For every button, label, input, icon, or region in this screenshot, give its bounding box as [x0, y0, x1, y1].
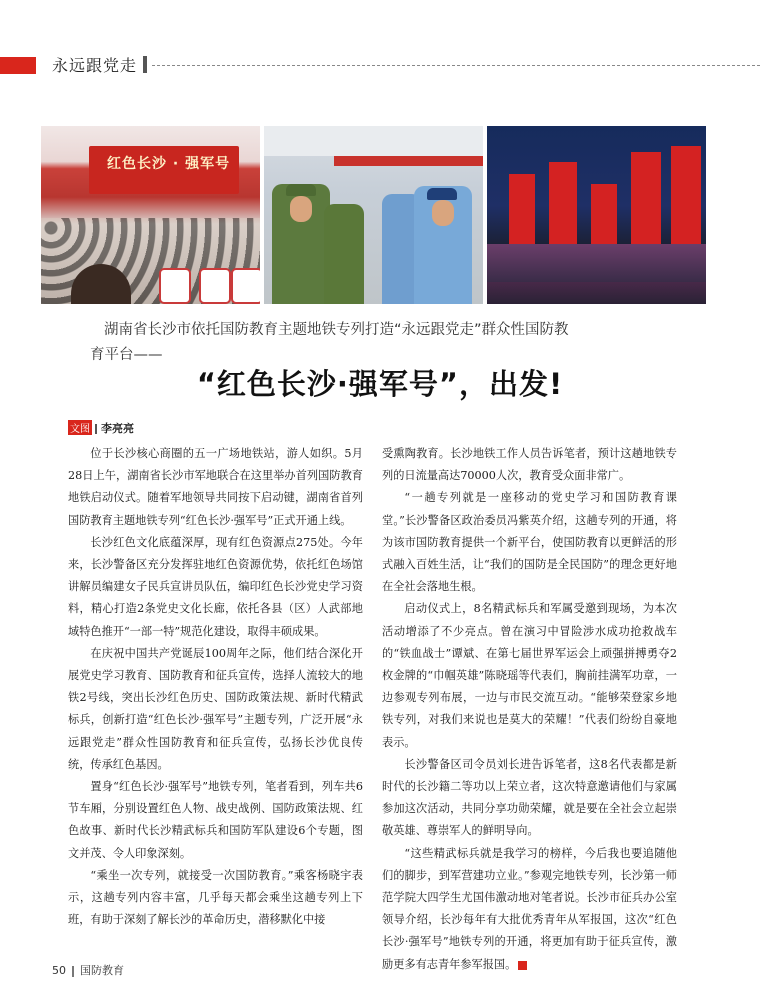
chair: [159, 268, 191, 304]
section-marker: [0, 57, 36, 74]
lit-building: [631, 152, 661, 244]
section-divider: [143, 56, 147, 73]
paragraph: 位于长沙核心商圈的五一广场地铁站，游人如织。5月28日上午，湖南省长沙市军地联合在这里举办首列国防教育地铁启动仪式。随着军地领导共同按下启动键，湖南省首列国防教育主题地铁专列“红色长沙·强军号”正式开通上线。: [68, 447, 363, 527]
byline-tag: 文图: [68, 420, 92, 435]
paragraph-text: “这些精武标兵就是我学习的榜样，今后我也要追随他们的脚步，到军营建功立业。”参观完地铁专列，长沙第一师范学院大四学生尤国伟激动地对笔者说。长沙市征兵办公室领导介绍，长沙每年有大批优秀青年从军报国，这次“红色长沙·强军号”地铁专列的开通，将更加有助于征兵宣传，激励更多有志青年参军报国。: [382, 846, 677, 971]
paragraph: 在庆祝中国共产党诞辰100周年之际，他们结合深化开展党史学习教育、国防教育和征兵宣传，选择人流较大的地铁2号线，突出长沙红色历史、国防政策法规、新时代精武标兵，创新打造“红色长沙·强军号”主题专列，广泛开展“永远跟党走”群众性国防教育和征兵宣传，弘扬长沙优良传统，传承红色基因。: [68, 646, 363, 771]
paragraph: 受熏陶教育。长沙地铁工作人员告诉笔者，预计这趟地铁专列的日流量高达70000人次，教育受众面非常广。: [382, 447, 677, 483]
soldier-green: [324, 204, 364, 304]
article-column-left: [68, 443, 363, 931]
photo-soldiers-in-train: [264, 126, 483, 304]
lit-building: [671, 146, 701, 244]
soldier-face: [432, 200, 454, 226]
paragraph: “一趟专列就是一座移动的党史学习和国防教育课堂。”长沙警备区政治委员冯紫英介绍，这趟专列的开通，将为该市国防教育提供一个新平台，使国防教育以更鲜活的形式融入百姓生活，让“我们的国防是全民国防”的理念更好地在全社会落地生根。: [382, 491, 677, 594]
lit-building: [591, 184, 617, 244]
lit-building: [549, 162, 577, 244]
subtitle-line: 湖南省长沙市依托国防教育主题地铁专列打造“永远跟党走”群众性国防教: [104, 322, 569, 338]
section-title: 永远跟党走: [52, 56, 138, 75]
soldier-cap: [427, 188, 457, 200]
photo-city-skyline: [487, 126, 706, 304]
soldier-face: [290, 196, 312, 222]
paragraph: 长沙警备区司令员刘长进告诉笔者，这8名代表都是新时代的长沙籍二等功以上荣立者，这次特意邀请他们与家属参加这次活动，共同分享功勋荣耀，就是要在全社会立起崇敬英雄、尊崇军人的鲜明导向。: [382, 757, 677, 838]
deck-subtitle: [90, 318, 724, 368]
river-reflection: [487, 244, 706, 282]
paragraph-final: [382, 843, 677, 976]
chair: [231, 268, 260, 304]
page-footer: [52, 962, 124, 978]
paragraph: 启动仪式上，8名精武标兵和军属受邀到现场，为本次活动增添了不少亮点。曾在演习中冒险涉水成功抢救战车的“铁血战士”谭斌、在第七届世界军运会上顽强拼搏勇夺2枚金牌的“巾帼英雄”陈晓瑶等代表们，胸前挂满军功章，一边参观专列布展，一边与市民交流互动。“能够荣登家乡地铁专列，对我们来说也是莫大的荣耀！”代表们纷纷自豪地表示。: [382, 602, 677, 749]
author-name: 李亮亮: [101, 422, 134, 435]
header-dashed-line: [152, 65, 760, 66]
subtitle-line: 育平台——: [90, 347, 163, 363]
photo-launch-ceremony: [41, 126, 260, 304]
magazine-name: 国防教育: [80, 964, 124, 977]
train-ceiling: [264, 126, 483, 156]
byline: [68, 420, 134, 436]
paragraph: 长沙红色文化底蕴深厚，现有红色资源点275处。今年来，长沙警备区充分发挥驻地红色资源优势，依托红色场馆讲解员编建女子民兵宣讲员队伍，编印红色长沙党史学习资料，精心打造2条党史文化长廊，依托各县（区）人武部地域特色推开“一部一特”规范化建设，取得丰硕成果。: [68, 535, 363, 638]
byline-divider: [95, 424, 97, 434]
soldier-cap: [286, 184, 316, 196]
red-banner-strip: [334, 156, 483, 166]
paragraph: 置身“红色长沙·强军号”地铁专列，笔者看到，列车共6节车厢，分别设置红色人物、战史战例、国防政策法规、红色故事、新时代长沙精武标兵和国防军队建设6个专题，图文并茂、令人印象深刻。: [68, 780, 363, 860]
paragraph: “乘坐一次专列，就接受一次国防教育。”乘客杨晓宇表示，这趟专列内容丰富，几乎每天都会乘坐这趟专列上下班，有助于深刻了解长沙的革命历史，潜移默化中接: [68, 868, 363, 927]
chair: [199, 268, 231, 304]
lit-building: [509, 174, 535, 244]
end-mark-icon: G: [518, 961, 527, 970]
footer-divider: [72, 966, 74, 977]
article-title: “红色长沙·强军号”，出发!: [196, 367, 564, 401]
banner-text: 红色长沙 · 强军号: [107, 156, 231, 172]
page-number: 50: [52, 964, 66, 977]
article-column-right: [382, 443, 677, 976]
